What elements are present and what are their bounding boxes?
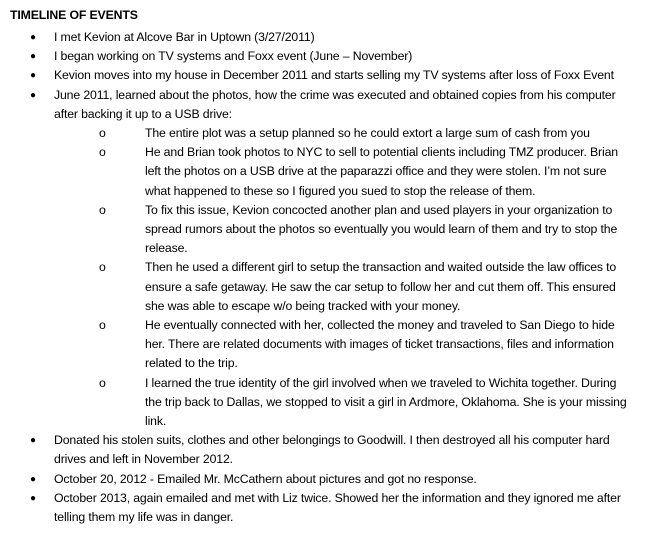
circle-bullet-icon: o <box>99 145 106 160</box>
bullet-icon: ● <box>30 435 36 447</box>
timeline-item-text: Kevion moves into my house in December 2011 and starts selling my TV systems after loss of Foxx Event <box>54 68 614 83</box>
bullet-icon: ● <box>30 89 36 101</box>
timeline-item-text: June 2011, learned about the photos, how the crime was executed and obtained copies from his computer after backing it up to a USB drive: <box>54 87 616 121</box>
circle-bullet-icon: o <box>99 260 106 275</box>
sub-item <box>98 201 631 259</box>
circle-bullet-icon: o <box>99 318 106 333</box>
sub-item-text: I learned the true identity of the girl involved when we traveled to Wichita together. During the trip back to Dallas, we stopped to visit a girl in Ardmore, Oklahoma. She is your missing link. <box>145 375 627 429</box>
timeline-item <box>10 470 645 489</box>
circle-bullet-icon: o <box>99 202 106 217</box>
sub-item <box>98 316 631 374</box>
timeline-item-text: I met Kevion at Alcove Bar in Uptown (3/27/2011) <box>54 30 315 44</box>
timeline-item <box>10 28 645 47</box>
bullet-icon: ● <box>30 32 36 43</box>
document-title: TIMELINE OF EVENTS <box>10 8 138 22</box>
timeline-item <box>10 489 645 527</box>
timeline-list <box>10 28 645 527</box>
sub-list <box>54 124 631 431</box>
timeline-item-text: Donated his stolen suits, clothes and other belongings to Goodwill. I then destroyed all his computer hard drives and left in November 2012. <box>54 433 610 467</box>
sub-item <box>98 258 631 316</box>
sub-item-text: He eventually connected with her, collected the money and traveled to San Diego to hide her. There are related documents with images of ticket transactions, files and information related to the trip. <box>145 318 615 371</box>
sub-item <box>98 124 631 143</box>
timeline-item <box>10 66 645 85</box>
bullet-icon: ● <box>30 51 36 63</box>
sub-item-text: To fix this issue, Kevion concocted another plan and used players in your organization to spread rumors about the photos so eventually you would learn of them and try to stop the release. <box>145 202 618 256</box>
circle-bullet-icon: o <box>99 126 106 141</box>
bullet-icon: ● <box>30 70 36 82</box>
circle-bullet-icon: o <box>99 375 106 390</box>
bullet-icon: ● <box>30 492 36 504</box>
sub-item-text: The entire plot was a setup planned so he could extort a large sum of cash from you <box>145 126 590 141</box>
timeline-item-text: October 2013, again emailed and met with Liz twice. Showed her the information and they ignored me after telling them my life was in danger. <box>54 490 621 525</box>
timeline-item <box>10 47 645 66</box>
timeline-item-text: I began working on TV systems and Foxx event (June – November) <box>54 49 413 64</box>
sub-item-text: He and Brian took photos to NYC to sell to potential clients including TMZ producer. Brian left the photos on a USB drive at the paparazzi office and they were stolen. I’m not sure what happened to these so I figured you sued to stop the release of them. <box>145 145 618 198</box>
sub-item <box>98 374 631 432</box>
timeline-item <box>10 86 645 432</box>
bullet-icon: ● <box>30 473 36 485</box>
sub-item <box>98 143 631 201</box>
sub-item-text: Then he used a different girl to setup the transaction and waited outside the law offices to ensure a safe getaway. He saw the car setup to follow her and cut them off. This ensured she was able to escape w/o being tracked with your money. <box>145 260 617 313</box>
timeline-item-text: October 20, 2012 - Emailed Mr. McCathern about pictures and got no response. <box>54 471 477 486</box>
timeline-item <box>10 431 645 469</box>
